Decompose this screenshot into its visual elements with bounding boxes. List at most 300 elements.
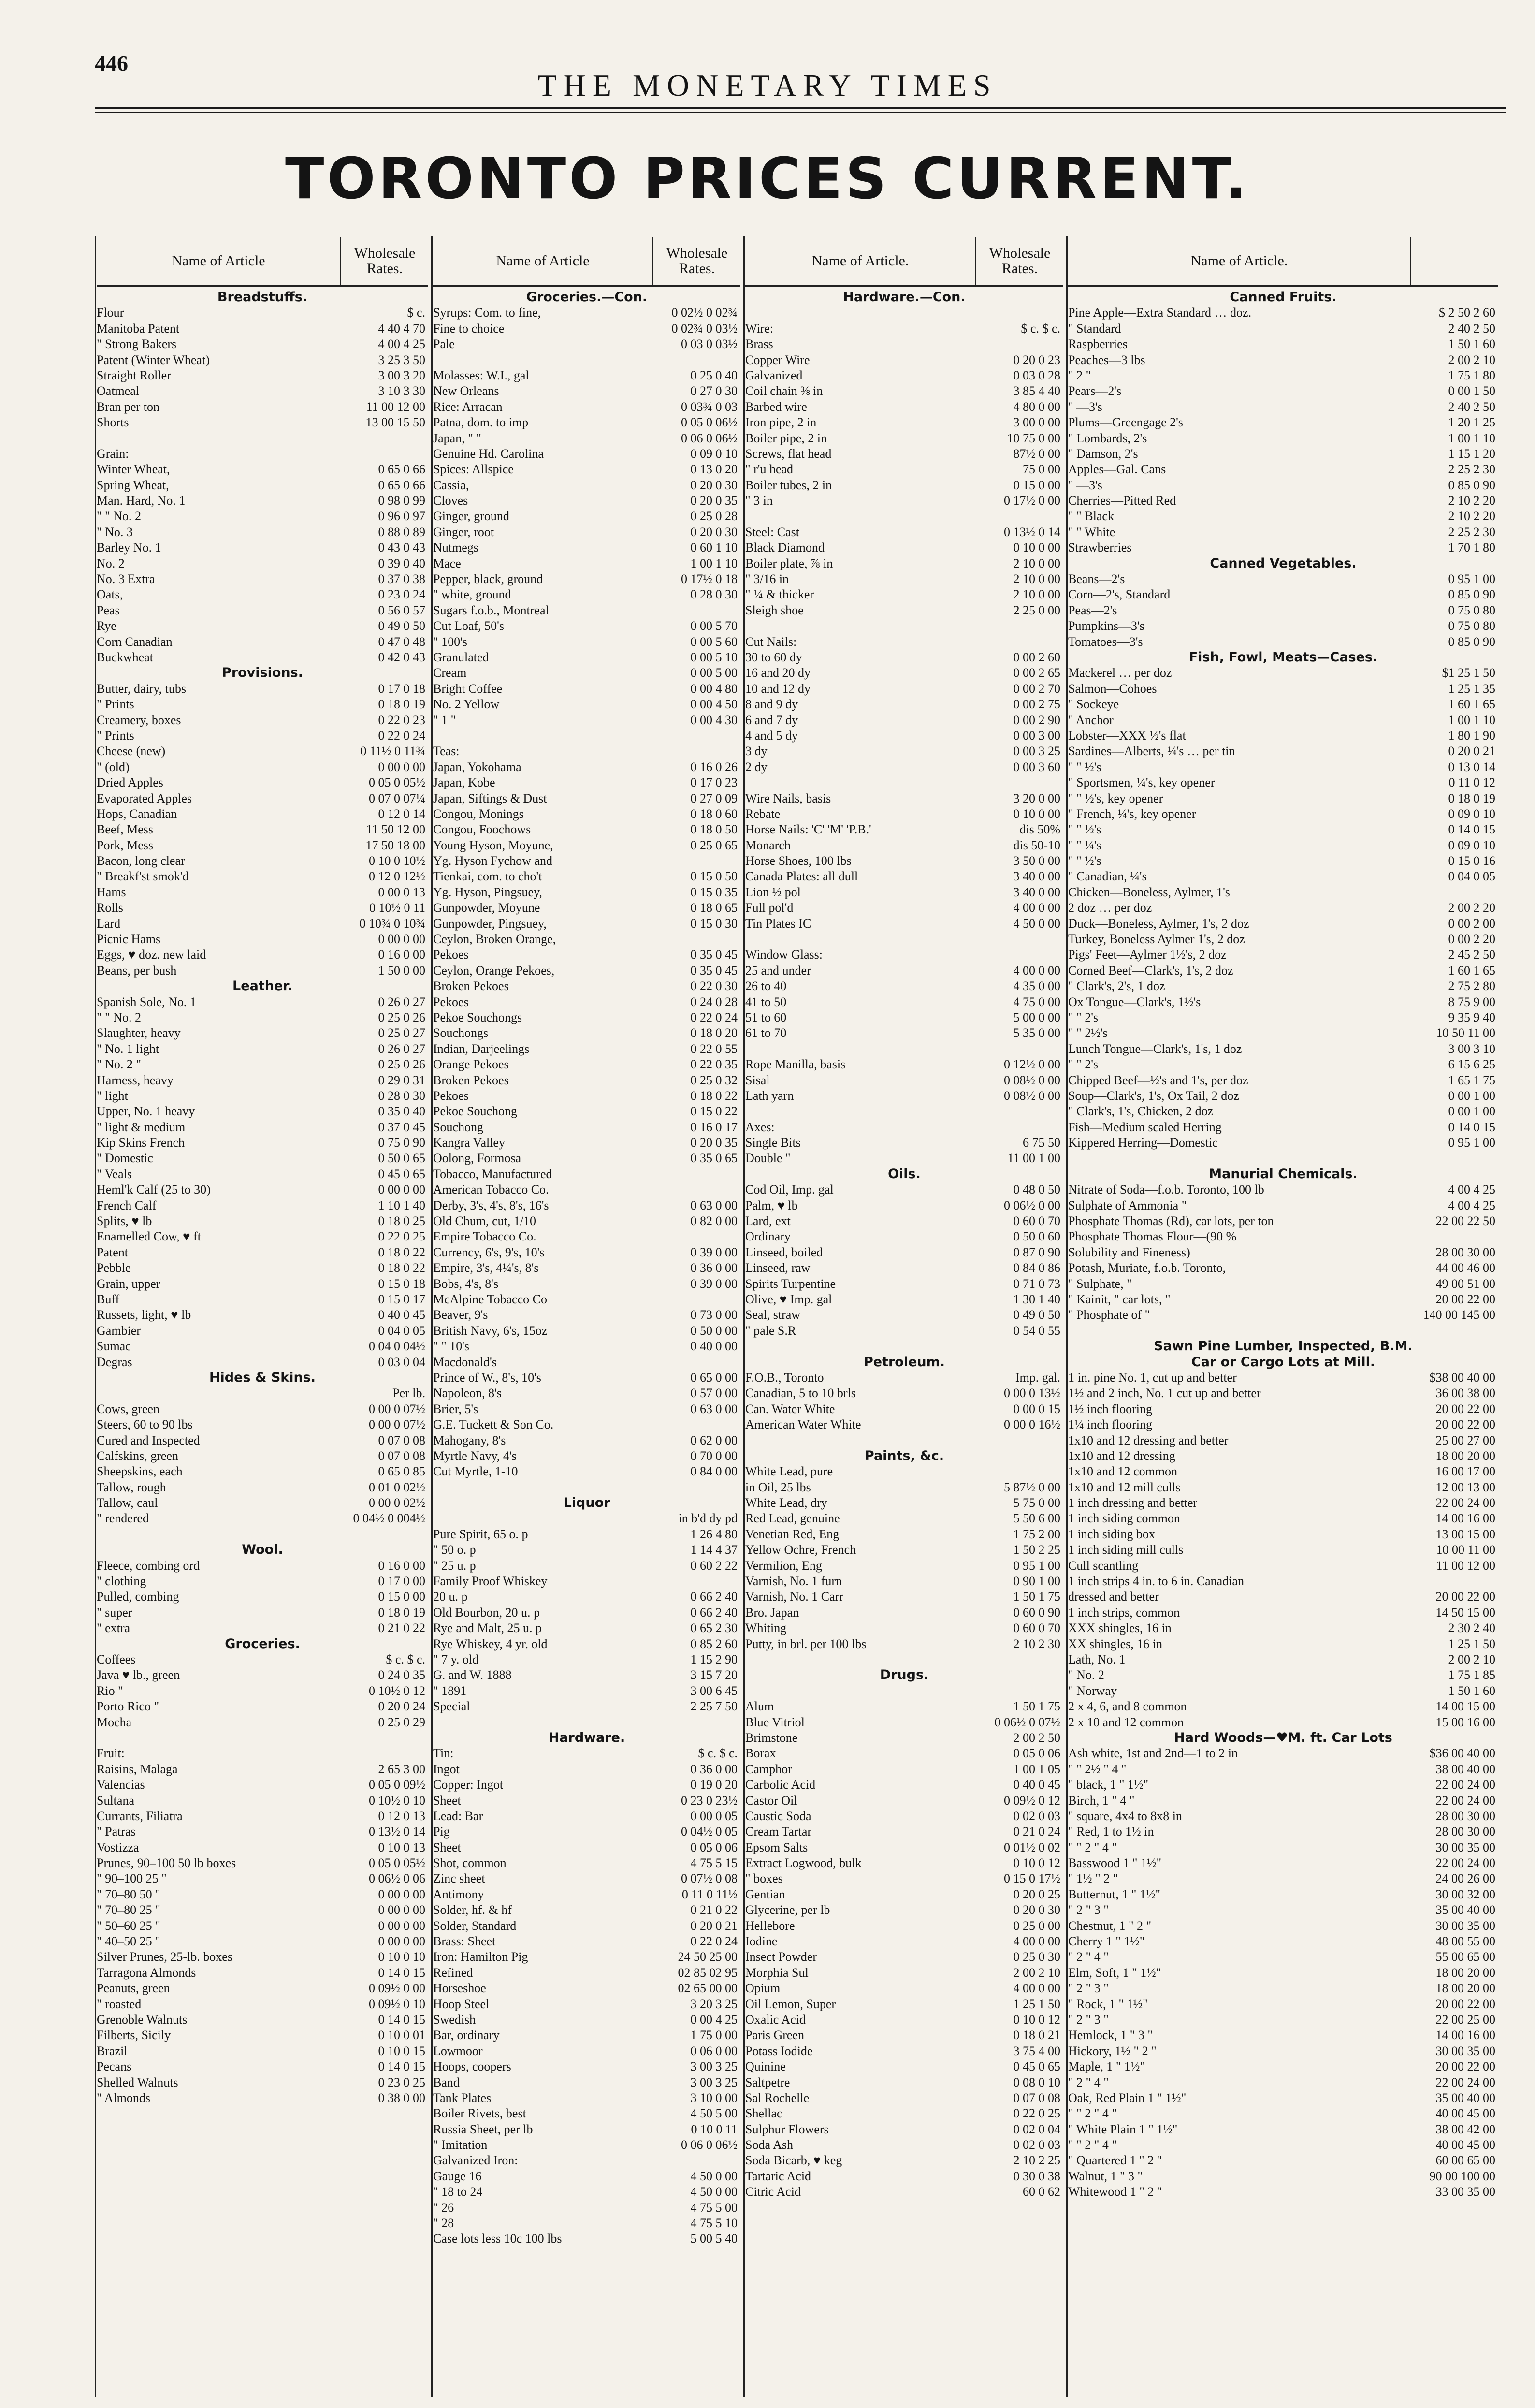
wholesale-rate: 20 00 22 00 [1435, 1997, 1495, 2011]
wholesale-rate: 0 10 0 15 [378, 2043, 425, 2058]
article-name: French Calf [97, 1198, 157, 1212]
price-row [433, 618, 740, 634]
article-name: Steel: Cast [745, 525, 799, 539]
wholesale-rate: 0 07 0 08 [1013, 2090, 1060, 2105]
wholesale-rate: 0 03¾ 0 03 [681, 399, 738, 414]
wholesale-rate: 1 65 1 75 [1448, 1073, 1495, 1087]
wholesale-rate: 0 16 0 00 [378, 948, 425, 962]
price-row [97, 603, 428, 618]
wholesale-rate: 0 25 0 65 [690, 838, 738, 852]
wholesale-rate: 0 10 0 00 [1013, 540, 1060, 555]
article-name: Creamery, boxes [97, 713, 181, 727]
wholesale-rate: 0 13 0 20 [690, 462, 738, 477]
wholesale-rate: 0 63 0 00 [690, 1401, 738, 1416]
price-column-3 [745, 237, 1063, 2200]
price-row [97, 1855, 428, 1871]
article-name: Oatmeal [97, 384, 140, 398]
price-row [745, 1135, 1063, 1151]
price-row [1068, 1088, 1498, 1104]
wholesale-rate: 3 40 0 00 [1013, 869, 1060, 884]
article-name: Broken Pekoes [433, 1073, 509, 1087]
article-name [433, 728, 651, 744]
wholesale-rate: 0 02 0 03 [1013, 1809, 1060, 1823]
article-name: Souchong [433, 1120, 483, 1134]
article-name: Tienkai, com. to cho't [433, 869, 542, 884]
wholesale-rate: 0 65 0 00 [690, 1370, 738, 1385]
wholesale-rate: 0 47 0 48 [378, 634, 425, 649]
article-name: Epsom Salts [745, 1840, 808, 1854]
price-row [745, 1229, 1063, 1244]
wholesale-rate: 140 00 145 00 [1423, 1308, 1495, 1322]
wholesale-rate: 0 22 0 23 [378, 713, 425, 727]
price-row [1068, 1558, 1498, 1574]
wholesale-rate: 8 75 9 00 [1448, 994, 1495, 1009]
price-row [433, 1558, 740, 1574]
wholesale-rate: 0 00 5 60 [690, 634, 738, 649]
price-row [745, 603, 1063, 618]
wholesale-rate [651, 1292, 740, 1307]
wholesale-rate: 1 25 1 50 [1448, 1636, 1495, 1651]
article-name: Tank Plates [433, 2090, 492, 2105]
article-name: Bran per ton [97, 399, 159, 414]
price-row [433, 509, 740, 524]
article-name: " 70–80 25 " [97, 1903, 160, 1917]
price-row [745, 1840, 1063, 1855]
wholesale-rate: 33 00 35 00 [1435, 2185, 1495, 2199]
article-name: Beef, Mess [97, 822, 153, 837]
article-name: Cured and Inspected [97, 1433, 200, 1447]
article-name: Heml'k Calf (25 to 30) [97, 1182, 211, 1197]
wholesale-rate: 0 00 0 05 [690, 1809, 738, 1823]
price-row [1068, 1715, 1498, 1730]
wholesale-rate: 11 00 12 00 [366, 399, 425, 414]
article-name: Butternut, 1 " 1½" [1068, 1887, 1160, 1901]
wholesale-rate: $ c. $ c. [698, 1746, 738, 1761]
article-name: Prunes, 90–100 50 lb boxes [97, 1856, 236, 1870]
wholesale-rate: 0 66 2 40 [690, 1590, 738, 1604]
wholesale-rate: 2 65 3 00 [378, 1762, 425, 1776]
article-name: Monarch [745, 838, 791, 852]
price-row [97, 1527, 428, 1542]
wholesale-rate: $ c. $ c. [1021, 321, 1060, 336]
price-row [745, 446, 1063, 462]
wholesale-rate: 2 25 0 00 [1013, 603, 1060, 617]
article-name: " " 2 " 4 " [1068, 2138, 1117, 2152]
wholesale-rate: 22 00 24 00 [1435, 1778, 1495, 1792]
wholesale-rate [973, 1464, 1063, 1479]
article-name: Maple, 1 " 1½" [1068, 2059, 1145, 2074]
article-name: Galvanized [745, 368, 803, 382]
price-row [433, 2137, 740, 2153]
price-row [1068, 1433, 1498, 1448]
price-row [433, 1307, 740, 1323]
wholesale-rate: 0 36 0 00 [690, 1762, 738, 1776]
wholesale-rate: 75 0 00 [1023, 462, 1060, 477]
wholesale-rate: 20 00 22 00 [1435, 1292, 1495, 1306]
price-row [1068, 336, 1498, 352]
article-name: Camphor [745, 1762, 792, 1776]
wholesale-rate: 2 10 2 30 [1013, 1636, 1060, 1651]
article-name: Cream Tartar [745, 1824, 812, 1839]
article-name: Duck—Boneless, Aylmer, 1's, 2 doz [1068, 916, 1249, 931]
price-row [97, 1495, 428, 1511]
article-name: " Norway [1068, 1683, 1117, 1698]
wholesale-rate: 0 45 0 65 [378, 1167, 425, 1181]
article-name: " Damson, 2's [1068, 446, 1138, 461]
price-row [745, 399, 1063, 415]
article-name: Rio " [97, 1683, 123, 1698]
article-name: Paris Green [745, 2028, 805, 2043]
article-name: Chicken—Boneless, Aylmer, 1's [1068, 885, 1230, 899]
price-row [1068, 1965, 1498, 1981]
article-name: " 2 " 4 " [1068, 2075, 1109, 2089]
price-row [97, 916, 428, 932]
wholesale-rate: 0 18 0 65 [690, 901, 738, 915]
price-row [97, 1292, 428, 1307]
wholesale-rate: 0 02 0 04 [1013, 2122, 1060, 2136]
price-row [745, 932, 1063, 947]
article-name: Palm, ♥ lb [745, 1198, 798, 1212]
price-row [1068, 791, 1498, 806]
wholesale-rate: 4 80 0 00 [1013, 399, 1060, 414]
price-row [97, 713, 428, 728]
article-name: " 1891 [433, 1683, 467, 1698]
price-row [433, 336, 740, 352]
price-row [745, 556, 1063, 571]
article-name: Cloves [433, 494, 468, 508]
wholesale-rate: 0 00 0 00 [378, 1934, 425, 1949]
wholesale-rate: 0 00 0 00 [378, 1887, 425, 1901]
article-name: Morphia Sul [745, 1965, 809, 1980]
article-name: Cut Loaf, 50's [433, 619, 504, 633]
price-row [433, 2043, 740, 2059]
price-row [1068, 1073, 1498, 1088]
wholesale-rate: 1 25 1 35 [1448, 681, 1495, 696]
price-row [97, 1260, 428, 1276]
article-name: 1 inch dressing and better [1068, 1496, 1198, 1510]
wholesale-rate: 0 12 0 13 [378, 1809, 425, 1823]
page-number: 446 [95, 51, 128, 75]
price-row [97, 1809, 428, 1824]
wholesale-rate: 2 10 2 25 [1013, 2153, 1060, 2168]
wholesale-rate: 0 01½ 0 02 [1004, 1840, 1060, 1854]
section-heading: Provisions. [222, 665, 303, 681]
wholesale-rate [973, 947, 1063, 963]
price-row [1068, 571, 1498, 587]
wholesale-rate: 0 03 0 04 [378, 1355, 425, 1369]
price-row [745, 1120, 1063, 1135]
price-row [1068, 1511, 1498, 1526]
article-name: Butter, dairy, tubs [97, 681, 187, 696]
article-name: Filberts, Sicily [97, 2028, 171, 2043]
wholesale-rate: 0 14 0 15 [1448, 822, 1495, 837]
wholesale-rate: dis 50-10 [1013, 838, 1060, 852]
price-row [1068, 2043, 1498, 2059]
article-name: Patent [97, 1245, 128, 1259]
article-name: " " ½'s [1068, 759, 1101, 774]
article-name: Rye [97, 619, 116, 633]
price-row [433, 1840, 740, 1855]
price-row [1068, 713, 1498, 728]
wholesale-rate: 0 60 0 70 [1013, 1621, 1060, 1635]
wholesale-rate: 13 00 15 00 [1435, 1527, 1495, 1541]
wholesale-rate: 1 00 1 05 [1013, 1762, 1060, 1776]
price-row [1068, 399, 1498, 415]
article-name: Sal Rochelle [745, 2090, 810, 2105]
wholesale-rate: 18 00 20 00 [1435, 1981, 1495, 1996]
article-name: Picnic Hams [97, 932, 161, 947]
wholesale-rate: 0 49 0 50 [378, 619, 425, 633]
price-row [745, 478, 1063, 493]
wholesale-rate: 0 09½ 0 00 [369, 1981, 425, 1996]
article-name: Valencias [97, 1778, 145, 1792]
price-row [433, 1997, 740, 2012]
price-row [1068, 1307, 1498, 1323]
article-name: G. and W. 1888 [433, 1668, 512, 1682]
article-name: Raspberries [1068, 337, 1128, 351]
price-row [745, 978, 1063, 994]
column-header-rates: Wholesale Rates. [340, 237, 428, 285]
wholesale-rate [973, 932, 1063, 947]
price-row [1068, 1120, 1498, 1135]
price-row [97, 368, 428, 383]
article-name: Spices: Allspice [433, 462, 514, 477]
wholesale-rate: 4 00 0 00 [1013, 1981, 1060, 1996]
wholesale-rate: 0 02 0 03 [1013, 2138, 1060, 2152]
wholesale-rate: 2 75 2 80 [1448, 979, 1495, 993]
wholesale-rate [651, 1574, 740, 1589]
article-name: Ginger, root [433, 525, 494, 539]
price-row [745, 1057, 1063, 1072]
price-row [745, 352, 1063, 368]
wholesale-rate: 0 00 0 07½ [369, 1417, 425, 1432]
article-name: " 25 u. p [433, 1558, 476, 1573]
wholesale-rate: 24 50 25 00 [678, 1950, 738, 1964]
price-row [1068, 368, 1498, 383]
article-name: " 2 " [1068, 368, 1091, 382]
article-name: Sleigh shoe [745, 603, 804, 617]
price-row [97, 1182, 428, 1197]
wholesale-rate: 0 98 0 99 [378, 494, 425, 508]
article-name: Empire, 3's, 4¼'s, 8's [433, 1261, 539, 1275]
wholesale-rate: 0 10 0 11 [691, 2122, 738, 2136]
wholesale-rate: 3 00 3 25 [690, 2075, 738, 2089]
article-name: Tallow, caul [97, 1496, 158, 1510]
article-name: Pork, Mess [97, 838, 154, 852]
wholesale-rate: 2 30 2 40 [1448, 1621, 1495, 1635]
article-name: Pumpkins—3's [1068, 619, 1144, 633]
wholesale-rate: 0 20 0 21 [1448, 744, 1495, 759]
article-name: Mocha [97, 1715, 132, 1729]
price-row [97, 1574, 428, 1589]
article-name: Brimstone [745, 1730, 798, 1745]
section-heading: Fish, Fowl, Meats—Cases. [1188, 649, 1378, 665]
price-row [97, 681, 428, 697]
wholesale-rate: 0 00 5 70 [690, 619, 738, 633]
article-name: Hoops, coopers [433, 2059, 511, 2074]
wholesale-rate: 3 15 7 20 [690, 1668, 738, 1682]
price-row [433, 1433, 740, 1448]
article-name: Gunpowder, Moyune [433, 901, 540, 915]
price-row [97, 1355, 428, 1370]
price-row [745, 2090, 1063, 2106]
wholesale-rate: 5 00 5 40 [690, 2232, 738, 2246]
price-row [1068, 1260, 1498, 1276]
price-row [745, 1871, 1063, 1886]
price-row [745, 509, 1063, 524]
article-name: Sardines—Alberts, ¼'s … per tin [1068, 744, 1235, 759]
wholesale-rate: 0 25 0 32 [690, 1073, 738, 1087]
wholesale-rate: 0 19 0 20 [690, 1778, 738, 1792]
article-name: " Sportsmen, ¼'s, key opener [1068, 775, 1215, 790]
price-row [433, 1887, 740, 1902]
wholesale-rate: 28 00 30 00 [1435, 1809, 1495, 1823]
article-name: Cherries—Pitted Red [1068, 494, 1176, 508]
article-name: Empire Tobacco Co. [433, 1229, 536, 1244]
price-row [745, 822, 1063, 837]
wholesale-rate: 1 50 1 75 [1013, 1699, 1060, 1714]
price-row [97, 1088, 428, 1104]
article-name: Corn—2's, Standard [1068, 587, 1171, 602]
price-row [1068, 775, 1498, 790]
article-name: Tomatoes—3's [1068, 634, 1143, 649]
price-row [745, 1887, 1063, 1902]
price-row [1068, 963, 1498, 978]
price-row [97, 869, 428, 884]
price-row [433, 1401, 740, 1417]
price-row [97, 1386, 428, 1401]
wholesale-rate: 30 00 35 00 [1435, 2043, 1495, 2058]
wholesale-rate: 5 00 0 00 [1013, 1010, 1060, 1024]
price-row [433, 791, 740, 806]
wholesale-rate: 0 06½ 0 07½ [994, 1715, 1060, 1729]
article-name: Lobster—XXX ½'s flat [1068, 728, 1186, 743]
wholesale-rate: 0 45 0 65 [1013, 2059, 1060, 2074]
wholesale-rate: 0 17½ 0 18 [681, 572, 738, 586]
price-row [97, 1762, 428, 1777]
wholesale-rate: 0 66 2 40 [690, 1605, 738, 1620]
price-row [745, 1495, 1063, 1511]
price-row [97, 1965, 428, 1981]
article-name: 51 to 60 [745, 1010, 787, 1024]
wholesale-rate: 0 36 0 00 [690, 1261, 738, 1275]
price-row [433, 431, 740, 446]
wholesale-rate: 40 00 45 00 [1435, 2138, 1495, 2152]
price-row [745, 1417, 1063, 1432]
article-name: Cows, green [97, 1401, 159, 1416]
article-name: Japan, Siftings & Dust [433, 791, 547, 805]
price-row [97, 947, 428, 963]
wholesale-rate: 0 56 0 57 [378, 603, 425, 617]
price-row [1068, 978, 1498, 994]
wholesale-rate: 0 00 5 00 [690, 666, 738, 680]
price-row [97, 399, 428, 415]
price-row [745, 618, 1063, 634]
price-row [433, 838, 740, 853]
wholesale-rate: 0 60 2 22 [690, 1558, 738, 1573]
price-row [433, 415, 740, 430]
article-name: Borax [745, 1746, 776, 1761]
wholesale-rate: 0 05 0 09½ [369, 1778, 425, 1792]
price-row [1068, 1229, 1498, 1244]
price-row [433, 1762, 740, 1777]
article-name: " 40–50 25 " [97, 1934, 160, 1949]
wholesale-rate: 40 00 45 00 [1435, 2106, 1495, 2121]
price-row [1068, 1527, 1498, 1542]
price-row [1068, 1025, 1498, 1041]
article-name: 25 and under [745, 963, 811, 978]
article-name: Opium [745, 1981, 781, 1996]
article-name: Dried Apples [97, 775, 163, 790]
price-row [433, 1213, 740, 1229]
article-name: Barbed wire [745, 399, 807, 414]
wholesale-rate: 0 82 0 00 [690, 1214, 738, 1228]
article-name: Java ♥ lb., green [97, 1668, 180, 1682]
article-name: Ox Tongue—Clark's, 1½'s [1068, 994, 1201, 1009]
wholesale-rate: 2 25 7 50 [690, 1699, 738, 1714]
column-header [97, 237, 428, 287]
article-name: " 26 [433, 2200, 454, 2215]
price-row [745, 1934, 1063, 1949]
wholesale-rate: 0 22 0 35 [690, 1057, 738, 1072]
price-row [1068, 1918, 1498, 1934]
price-row [97, 1198, 428, 1213]
article-name: G.E. Tuckett & Son Co. [433, 1417, 554, 1432]
price-row [97, 1401, 428, 1417]
article-name: Ceylon, Orange Pekoes, [433, 963, 555, 978]
price-row [97, 1777, 428, 1793]
column-header-name: Name of Article [496, 253, 590, 269]
wholesale-rate: 0 38 0 00 [378, 2090, 425, 2105]
article-name: " " No. 2 [97, 1010, 142, 1024]
wholesale-rate: 3 00 3 20 [378, 368, 425, 382]
wholesale-rate: 0 14 0 15 [378, 2059, 425, 2074]
price-row [433, 1135, 740, 1151]
wholesale-rate: 0 10½ 0 11 [369, 901, 425, 915]
price-row [433, 2012, 740, 2028]
price-row [745, 1104, 1063, 1119]
price-row [745, 1965, 1063, 1981]
price-row [433, 1871, 740, 1886]
article-name: Fine to choice [433, 321, 505, 336]
article-name: Corn Canadian [97, 634, 173, 649]
article-name: Mahogany, 8's [433, 1433, 506, 1447]
article-name: Citric Acid [745, 2185, 801, 2199]
article-name: Canada Plates: all dull [745, 869, 858, 884]
price-row [1068, 1041, 1498, 1057]
price-row [433, 1902, 740, 1918]
article-name: " Phosphate of " [1068, 1308, 1150, 1322]
price-row [745, 1511, 1063, 1526]
wholesale-rate: 2 10 0 00 [1013, 587, 1060, 602]
article-name: Screws, flat head [745, 446, 832, 461]
price-row [97, 1620, 428, 1636]
article-name: " 100's [433, 634, 467, 649]
wholesale-rate: 0 85 2 60 [690, 1636, 738, 1651]
article-name: Granulated [433, 650, 489, 664]
article-name: Band [433, 2075, 460, 2089]
price-row [433, 2216, 740, 2231]
price-row [433, 1417, 740, 1432]
price-row [1068, 1871, 1498, 1886]
price-row [1068, 2106, 1498, 2121]
article-name [97, 431, 338, 446]
article-name: " Standard [1068, 321, 1121, 336]
article-name: 2 x 10 and 12 common [1068, 1715, 1184, 1729]
wholesale-rate: 0 85 0 90 [1448, 634, 1495, 649]
article-name: American Tobacco Co. [433, 1182, 549, 1197]
wholesale-rate [973, 1683, 1063, 1699]
